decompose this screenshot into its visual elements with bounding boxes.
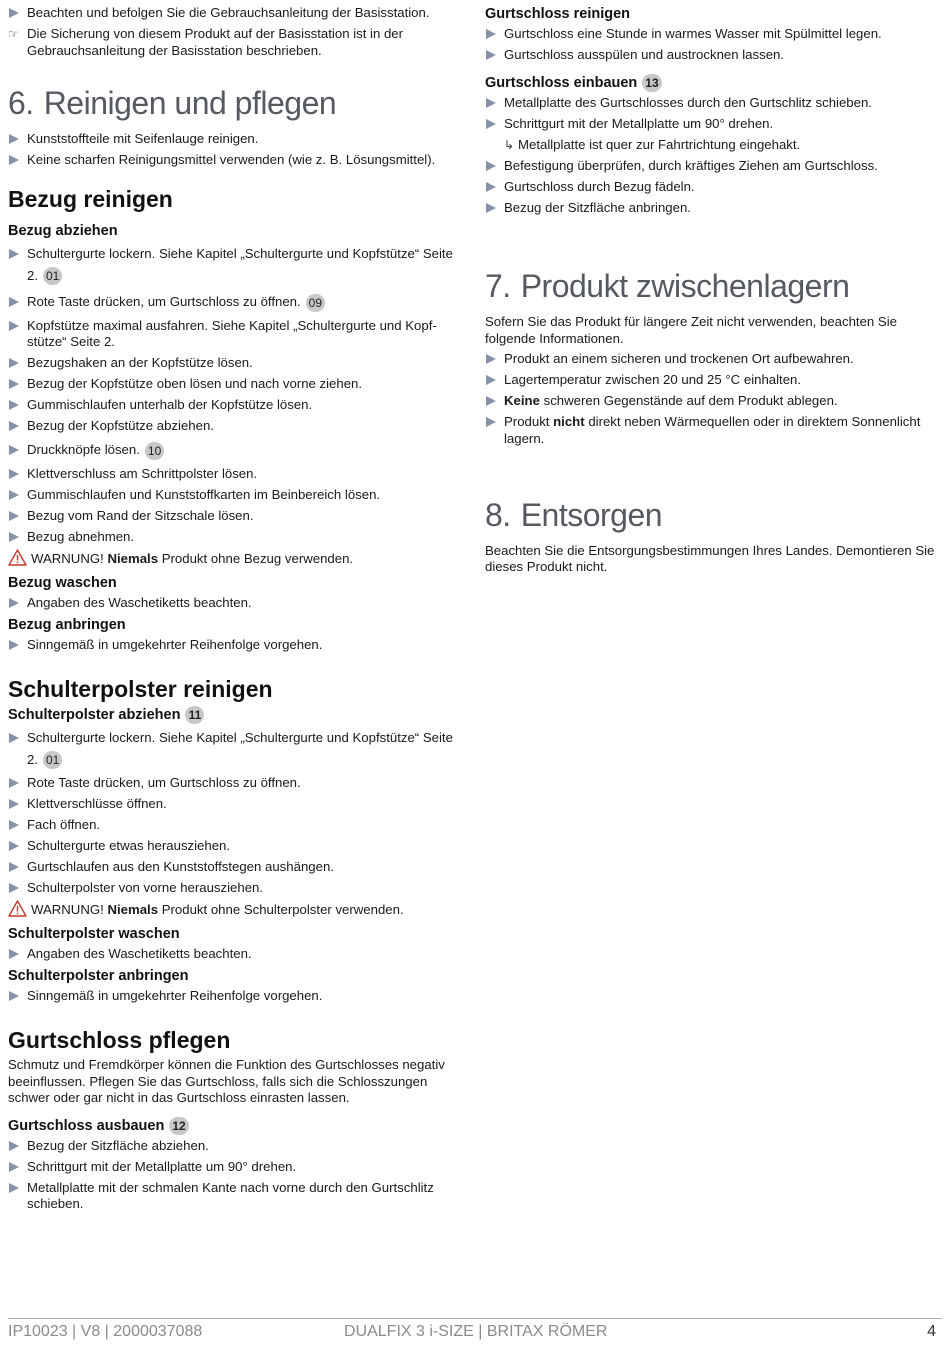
list-item: Klettverschluss am Schrittpolster lösen. (8, 466, 456, 483)
bullet-arrow-icon (9, 358, 19, 368)
bezug-abziehen-heading: Bezug abziehen (8, 222, 118, 239)
list-item: Fach öffnen. (8, 817, 456, 834)
list-item: Gurtschlaufen aus den Kunststoffstegen aushängen. (8, 859, 456, 876)
list-item: Schulterpolster von vorne herausziehen. (8, 880, 456, 897)
list-item: Bezug der Sitzfläche abziehen. (8, 1138, 456, 1155)
footer-divider (8, 1318, 942, 1319)
footer-document-id: IP10023 | V8 | 2000037088 (8, 1323, 203, 1340)
list-item: Angaben des Waschetiketts beachten. (8, 595, 456, 612)
figure-badge: 10 (145, 442, 164, 460)
list-item: Keine schweren Gegenstände auf dem Produkt ablegen. (485, 393, 943, 410)
bullet-arrow-icon (9, 949, 19, 959)
list-item: Schultergurte etwas herausziehen. (8, 838, 456, 855)
gurtschloss-ausbauen-heading: Gurtschloss ausbauen 12 (8, 1117, 456, 1135)
list-item: Gummischlaufen und Kunststoffkarten im Beinbereich lösen. (8, 487, 456, 504)
list-item: Bezug der Sitzfläche anbringen. (485, 200, 943, 217)
list-item: Gurtschloss eine Stunde in warmes Wasser mit Spülmittel legen. (485, 26, 943, 43)
warning-triangle-icon (8, 549, 27, 566)
bezug-anbringen-heading: Bezug anbringen (8, 616, 126, 633)
list-item: Klettverschlüsse öffnen. (8, 796, 456, 813)
result-arrow-icon: ↳ (504, 138, 515, 153)
warning-note: WARNUNG! Niemals Produkt ohne Schulterpolster verwenden. (8, 901, 456, 919)
bullet-arrow-icon (486, 50, 496, 60)
list-item: Gurtschloss ausspülen und austrocknen lassen. (485, 47, 943, 64)
bullet-arrow-icon (486, 29, 496, 39)
list-item: Produkt nicht direkt neben Wärmequellen oder in direktem Sonnenlicht lagern. (485, 414, 943, 447)
bullet-arrow-icon (486, 354, 496, 364)
list-item: Bezug der Kopfstütze abziehen. (8, 418, 456, 435)
bullet-arrow-icon (9, 1162, 19, 1172)
warning-triangle-icon (8, 900, 27, 917)
list-item: Bezug abnehmen. (8, 529, 456, 546)
section-6-heading: 6. Reinigen und pflegen (8, 84, 337, 121)
bullet-arrow-icon (9, 155, 19, 165)
bullet-arrow-icon (9, 598, 19, 608)
bullet-arrow-icon (9, 640, 19, 650)
schulter-anbringen-heading: Schulterpolster anbringen (8, 968, 189, 985)
bezug-waschen-heading: Bezug waschen (8, 574, 117, 591)
list-item: Kopfstütze maximal ausfahren. Siehe Kapitel „Schultergurte und Kopf-stütze“ Seite 2. (8, 318, 456, 351)
list-item: Schultergurte lockern. Siehe Kapitel „Schultergurte und Kopfstütze“ Seite 2. 01 (8, 243, 456, 287)
bullet-arrow-icon (9, 511, 19, 521)
bullet-arrow-icon (486, 98, 496, 108)
figure-badge: 01 (43, 751, 62, 769)
bullet-arrow-icon (9, 8, 19, 18)
figure-badge: 13 (642, 74, 661, 92)
list-item: Schultergurte lockern. Siehe Kapitel „Schultergurte und Kopfstütze“ Seite 2. 01 (8, 727, 456, 771)
list-item: Gurtschloss durch Bezug fädeln. (485, 179, 943, 196)
list-item: Schrittgurt mit der Metallplatte um 90° drehen. (8, 1159, 456, 1176)
section-8-paragraph: Beachten Sie die Entsorgungsbestimmungen Ihres Landes. Demontieren Sie dieses Produkt nicht. (485, 542, 935, 575)
list-item: Schrittgurt mit der Metallplatte um 90° drehen. (485, 116, 943, 133)
bullet-arrow-icon (9, 841, 19, 851)
list-item: Sinngemäß in umgekehrter Reihenfolge vorgehen. (8, 988, 456, 1005)
bullet-arrow-icon (9, 400, 19, 410)
list-item: Angaben des Waschetiketts beachten. (8, 946, 456, 963)
warning-note: WARNUNG! Niemals Produkt ohne Bezug verwenden. (8, 550, 456, 568)
bullet-arrow-icon (9, 778, 19, 788)
list-item: Kunststoffteile mit Seifenlauge reinigen. (8, 131, 456, 148)
bullet-arrow-icon (486, 396, 496, 406)
list-item: Produkt an einem sicheren und trockenen Ort aufbewahren. (485, 351, 943, 368)
list-item: Bezug vom Rand der Sitzschale lösen. (8, 508, 456, 525)
bezug-heading: Bezug reinigen (8, 185, 173, 212)
pointing-hand-icon: ☞ (8, 27, 19, 41)
list-item: Druckknöpfe lösen. 10 (8, 439, 456, 461)
bullet-arrow-icon (486, 161, 496, 171)
bullet-arrow-icon (486, 203, 496, 213)
bullet-arrow-icon (9, 469, 19, 479)
bullet-arrow-icon (9, 820, 19, 830)
bullet-arrow-icon (9, 249, 19, 259)
list-item: Rote Taste drücken, um Gurtschloss zu öffnen. (8, 775, 456, 792)
gurtschloss-pflegen-heading: Gurtschloss pflegen (8, 1027, 231, 1054)
bullet-arrow-icon (486, 375, 496, 385)
gurtschloss-reinigen-heading: Gurtschloss reinigen (485, 6, 631, 22)
right-column (485, 0, 943, 580)
list-item: Beachten und befolgen Sie die Gebrauchsanleitung der Basisstation. (8, 5, 456, 22)
bullet-arrow-icon (486, 119, 496, 129)
bullet-arrow-icon (9, 421, 19, 431)
bullet-arrow-icon (9, 321, 19, 331)
list-item: Gummischlaufen unterhalb der Kopfstütze lösen. (8, 397, 456, 414)
bullet-arrow-icon (9, 799, 19, 809)
section-7-heading: 7. Produkt zwischenlagern (485, 268, 850, 305)
schulter-abziehen-heading: Schulterpolster abziehen 11 (8, 706, 456, 724)
bullet-arrow-icon (9, 445, 19, 455)
bullet-arrow-icon (9, 1183, 19, 1193)
figure-badge: 01 (43, 267, 62, 285)
gurtschloss-paragraph: Schmutz und Fremdkörper können die Funktion des Gurtschlosses negativ beeinflussen. Pflegen Sie das Gurtschloss, falls sich die Schlosszungen schwer oder gar nicht in das Gurtschloss einrasten lassen. (8, 1057, 445, 1106)
bullet-arrow-icon (9, 991, 19, 1001)
list-item: Rote Taste drücken, um Gurtschloss zu öffnen. 09 (8, 291, 456, 313)
list-item: Keine scharfen Reinigungsmittel verwenden (wie z. B. Lösungsmittel). (8, 152, 456, 169)
list-item: Metallplatte mit der schmalen Kante nach vorne durch den Gurtschlitz schieben. (8, 1180, 456, 1213)
figure-badge: 12 (169, 1117, 188, 1135)
bullet-arrow-icon (9, 532, 19, 542)
section-7-paragraph: Sofern Sie das Produkt für längere Zeit nicht verwenden, beachten Sie folgende Informationen. (485, 314, 897, 346)
bullet-arrow-icon (9, 883, 19, 893)
list-item: Bezugshaken an der Kopfstütze lösen. (8, 355, 456, 372)
bullet-arrow-icon (486, 182, 496, 192)
list-item: Lagertemperatur zwischen 20 und 25 °C einhalten. (485, 372, 943, 389)
bullet-arrow-icon (9, 379, 19, 389)
result-item: ↳ Metallplatte ist quer zur Fahrtrichtung eingehakt. (504, 137, 801, 153)
list-item: Sinngemäß in umgekehrter Reihenfolge vorgehen. (8, 637, 456, 654)
bullet-arrow-icon (486, 417, 496, 427)
list-item: Metallplatte des Gurtschlosses durch den Gurtschlitz schieben. (485, 95, 943, 112)
page-number: 4 (927, 1323, 936, 1340)
left-column (8, 0, 456, 1217)
section-8-heading: 8. Entsorgen (485, 496, 663, 533)
schulter-waschen-heading: Schulterpolster waschen (8, 926, 180, 943)
footer-product-name: DUALFIX 3 i-SIZE | BRITAX RÖMER (344, 1323, 608, 1340)
note-item: ☞ Die Sicherung von diesem Produkt auf der Basisstation ist in der Gebrauchsanleitung der Basisstation beschrieben. (8, 26, 404, 58)
gurtschloss-einbauen-heading: Gurtschloss einbauen 13 (485, 74, 943, 92)
bullet-arrow-icon (9, 134, 19, 144)
schulter-heading: Schulterpolster reinigen (8, 675, 273, 702)
list-item: Befestigung überprüfen, durch kräftiges Ziehen am Gurtschloss. (485, 158, 943, 175)
figure-badge: 11 (185, 706, 204, 724)
figure-badge: 09 (306, 294, 325, 312)
bullet-arrow-icon (9, 1141, 19, 1151)
bullet-arrow-icon (9, 862, 19, 872)
bullet-arrow-icon (9, 733, 19, 743)
bullet-arrow-icon (9, 297, 19, 307)
list-item: Bezug der Kopfstütze oben lösen und nach vorne ziehen. (8, 376, 456, 393)
bullet-arrow-icon (9, 490, 19, 500)
